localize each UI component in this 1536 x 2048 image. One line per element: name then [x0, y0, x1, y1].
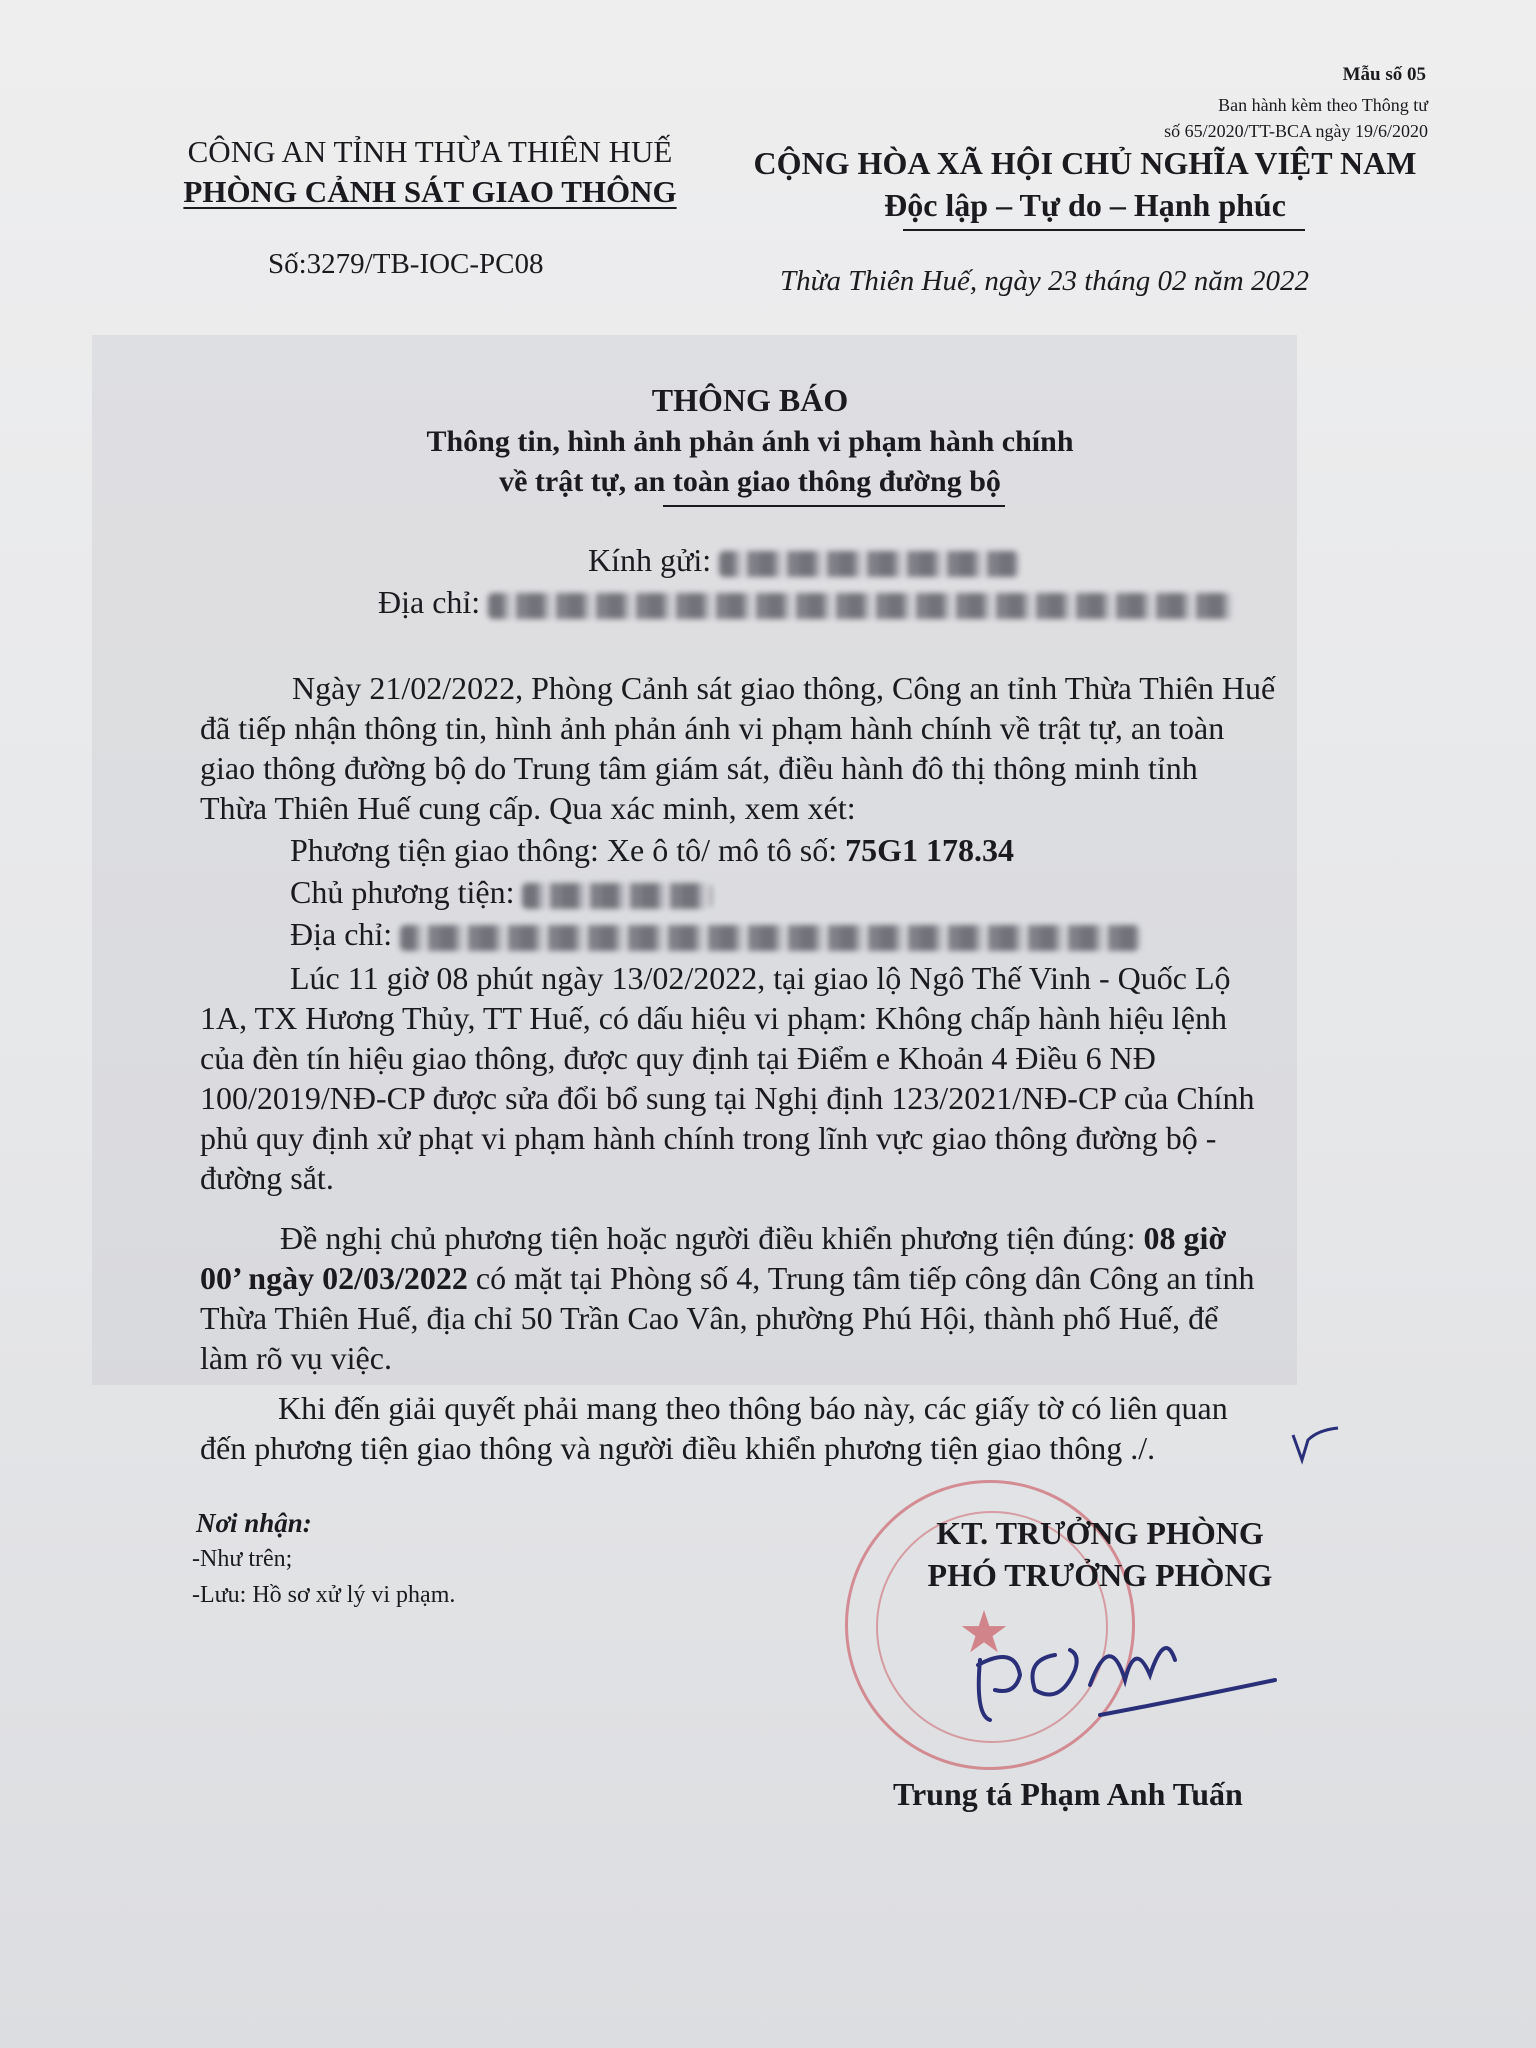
- para3-line4: làm rõ vụ việc.: [200, 1340, 392, 1376]
- para1-line2: đã tiếp nhận thông tin, hình ảnh phản ánh vi phạm hành chính về trật tự, an toàn: [200, 710, 1225, 746]
- form-issued-line2: số 65/2020/TT-BCA ngày 19/6/2020: [1164, 121, 1428, 141]
- form-number: Mẫu số 05: [1342, 64, 1426, 85]
- place-date: Thừa Thiên Huế, ngày 23 tháng 02 năm 2022: [780, 265, 1309, 297]
- signature-roles: [880, 1512, 1320, 1596]
- vehicle-plate: 75G1 178.34: [845, 832, 1015, 868]
- signer-name: Trung tá Phạm Anh Tuấn: [893, 1776, 1243, 1812]
- star-icon: ★: [958, 1598, 1010, 1666]
- para2-line5: phủ quy định xử phạt vi phạm hành chính trong lĩnh vực giao thông đường bộ -: [200, 1120, 1217, 1156]
- redacted-recipient-name: [719, 551, 1019, 577]
- title-main: THÔNG BÁO: [651, 382, 849, 418]
- para3-line2: [200, 1258, 1425, 1298]
- para4-line1: Khi đến giải quyết phải mang theo thông báo này, các giấy tờ có liên quan: [278, 1390, 1228, 1426]
- vehicle-label: Phương tiện giao thông: Xe ô tô/ mô tô số:: [290, 832, 838, 868]
- form-issued-note: [1164, 92, 1428, 144]
- recipients-label: Nơi nhận:: [196, 1508, 312, 1538]
- para1-line1: Ngày 21/02/2022, Phòng Cảnh sát giao thông, Công an tỉnh Thừa Thiên Huế: [292, 670, 1276, 706]
- handwritten-check-mark: [1288, 1420, 1348, 1470]
- para2-line6: đường sắt.: [200, 1160, 334, 1196]
- para3-time1: 08 giờ: [1143, 1220, 1227, 1256]
- para4-line2: đến phương tiện giao thông và người điều khiển phương tiện giao thông ./.: [200, 1430, 1156, 1466]
- national-header: [735, 142, 1435, 226]
- recipients-item2: -Lưu: Hồ sơ xử lý vi phạm.: [192, 1582, 456, 1608]
- para2-line3: của đèn tín hiệu giao thông, được quy định tại Điểm e Khoản 4 Điều 6 NĐ: [200, 1040, 1156, 1076]
- recipient-address: [378, 584, 1233, 621]
- title-underline: [663, 505, 1005, 507]
- signature-role2: PHÓ TRƯỞNG PHÒNG: [927, 1557, 1273, 1593]
- para3-start: Đề nghị chủ phương tiện hoặc người điều khiển phương tiện đúng:: [280, 1220, 1136, 1256]
- para3-time2: 00’ ngày 02/03/2022: [200, 1260, 468, 1296]
- motto: Độc lập – Tự do – Hạnh phúc: [884, 187, 1286, 223]
- agency-line2: PHÒNG CẢNH SÁT GIAO THÔNG: [183, 174, 677, 209]
- redacted-owner-address: [400, 925, 1140, 951]
- para2-line1: Lúc 11 giờ 08 phút ngày 13/02/2022, tại giao lộ Ngô Thế Vinh - Quốc Lộ: [290, 960, 1231, 996]
- owner-address-line: [290, 914, 1515, 954]
- para2-line2: 1A, TX Hương Thủy, TT Huế, có dấu hiệu vi phạm: Không chấp hành hiệu lệnh: [200, 1000, 1227, 1036]
- signature-role1: KT. TRƯỞNG PHÒNG: [936, 1515, 1264, 1551]
- motto-underline: [903, 229, 1305, 231]
- redacted-owner-name: [522, 883, 712, 909]
- owner-label: Chủ phương tiện:: [290, 874, 515, 910]
- recipient-to: [588, 542, 1019, 579]
- redacted-recipient-address: [488, 593, 1233, 619]
- recipient-address-label: Địa chỉ:: [378, 584, 481, 620]
- title-sub2: về trật tự, an toàn giao thông đường bộ: [499, 465, 1001, 498]
- para3-line1: [280, 1218, 1425, 1258]
- recipient-to-label: Kính gửi:: [588, 542, 712, 578]
- para1-line3: giao thông đường bộ do Trung tâm giám sát, điều hành đô thị thông minh tỉnh: [200, 750, 1198, 786]
- handwritten-signature: [960, 1620, 1290, 1740]
- para3-rest1: có mặt tại Phòng số 4, Trung tâm tiếp công dân Công an tỉnh: [475, 1260, 1255, 1296]
- form-issued-line1: Ban hành kèm theo Thông tư: [1218, 95, 1428, 115]
- agency-line1: CÔNG AN TỈNH THỪA THIÊN HUẾ: [187, 134, 673, 169]
- para1-line4: Thừa Thiên Huế cung cấp. Qua xác minh, xem xét:: [200, 790, 856, 826]
- para3-line3: Thừa Thiên Huế, địa chỉ 50 Trần Cao Vân, phường Phú Hội, thành phố Huế, để: [200, 1300, 1219, 1336]
- title-sub1: Thông tin, hình ảnh phản ánh vi phạm hành chính: [426, 425, 1074, 458]
- vehicle-line: [290, 830, 1515, 870]
- document-number: Số:3279/TB-IOC-PC08: [268, 248, 544, 280]
- owner-address-label: Địa chỉ:: [290, 916, 393, 952]
- para2-line4: 100/2019/NĐ-CP được sửa đổi bổ sung tại Nghị định 123/2021/NĐ-CP của Chính: [200, 1080, 1255, 1116]
- agency-header: [150, 132, 710, 212]
- nation-title: CỘNG HÒA XÃ HỘI CHỦ NGHĨA VIỆT NAM: [753, 145, 1417, 181]
- recipients-item1: -Như trên;: [192, 1546, 293, 1572]
- document-title: [350, 378, 1150, 502]
- owner-line: [290, 872, 1515, 912]
